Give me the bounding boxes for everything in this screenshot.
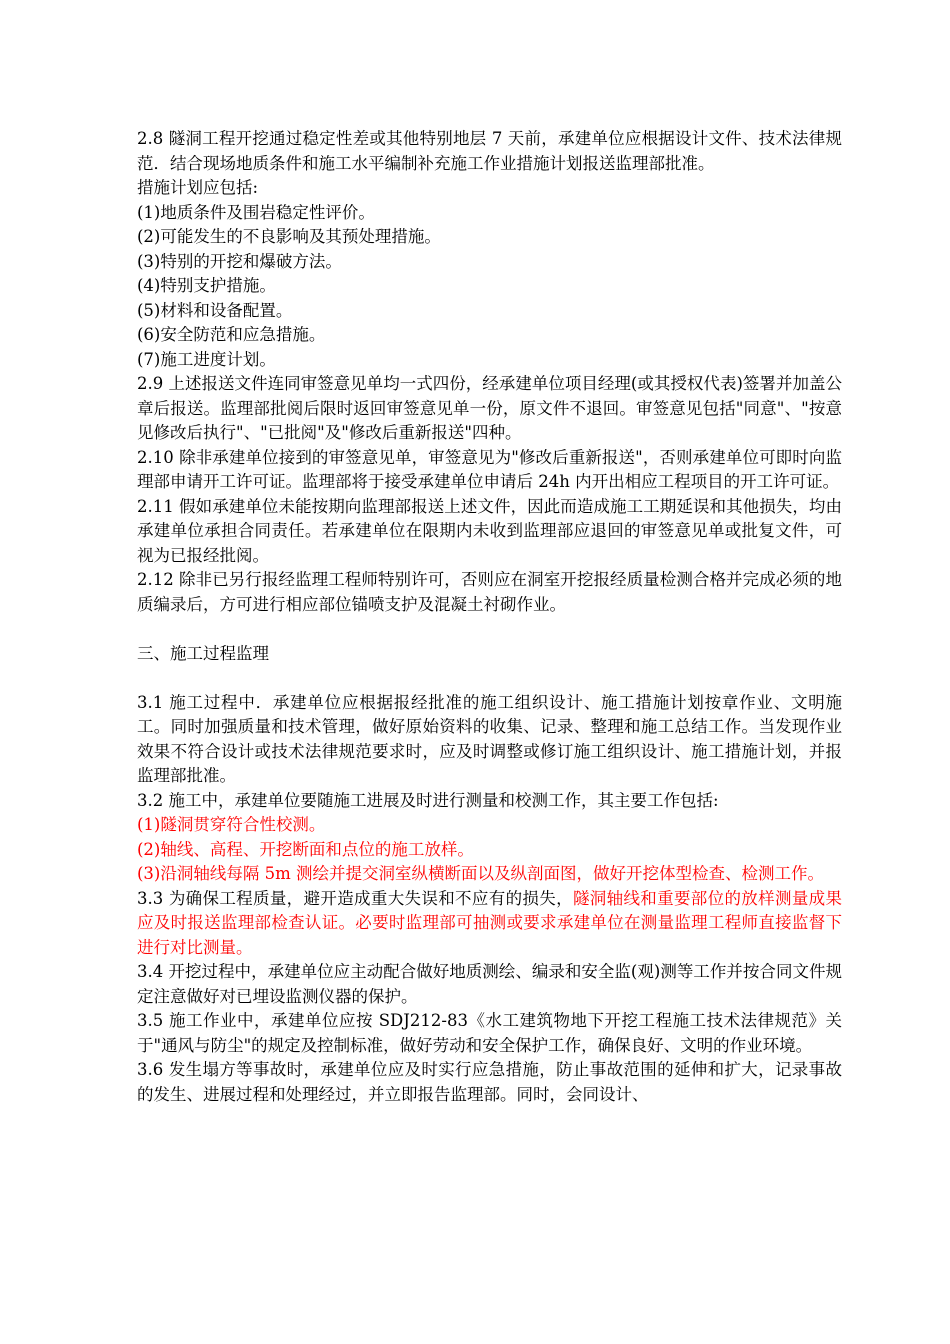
list-item: (5)材料和设备配置。 [137,300,293,320]
list-item: (4)特别支护措施。 [137,276,276,295]
highlighted-list-item: (2)轴线、高程、开挖断面和点位的施工放样。 [137,839,474,859]
spacer [137,617,842,642]
list-item: (3)特别的开挖和爆破方法。 [137,251,342,271]
clause-3-3 [137,887,842,961]
clause-3-3-text: 3.3 为确保工程质量，避开造成重大失误和不应有的损失， [137,888,573,908]
clause-3-5: 3.5 施工作业中，承建单位应按 SDJ212-83《水工建筑物地下开挖工程施工技术法律规范》关于"通风与防尘"的规定及控制标准，做好劳动和安全保护工作，确保良好、文明的作业环境。 [137,1011,842,1055]
clause-2-9: 2.9 上述报送文件连同审签意见单均一式四份，经承建单位项目经理(或其授权代表)签署并加盖公章后报送。监理部批阅后限时返回审签意见单一份，原文件不退回。审签意见包括"同意"、"按意见修改后执行"、"已批阅"及"修改后重新报送"四种。 [137,374,842,442]
list-item: (6)安全防范和应急措施。 [137,325,326,344]
clause-3-3-highlight: 隧洞轴线和重要部位的放样测量成果应及时报送监理部检查认证。必要时监理部可抽测或要求承建单位在测量监理工程师直接监督下进行对比测量。 [137,888,843,957]
list-item: (1)地质条件及围岩稳定性评价。 [137,202,375,222]
section-heading: 三、施工过程监理 [137,643,269,663]
clause-3-2: 3.2 施工中，承建单位要随施工进展及时进行测量和校测工作，其主要工作包括: [137,790,719,810]
measures-intro: 措施计划应包括: [137,178,259,197]
highlighted-list-item: (1)隧洞贯穿符合性校测。 [137,815,326,834]
list-item: (7)施工进度计划。 [137,349,276,369]
clause-2-8: 2.8 隧洞工程开挖通过稳定性差或其他特别地层 7 天前，承建单位应根据设计文件、技术法律规范．结合现场地质条件和施工水平编制补充施工作业措施计划报送监理部批准。 [137,129,842,173]
clause-2-12: 2.12 除非已另行报经监理工程师特别许可，否则应在洞室开挖报经质量检测合格并完成必须的地质编录后，方可进行相应部位锚喷支护及混凝土衬砌作业。 [137,570,842,614]
clause-2-11: 2.11 假如承建单位未能按期向监理部报送上述文件，因此而造成施工工期延误和其他损失，均由承建单位承担合同责任。若承建单位在限期内未收到监理部应退回的审签意见单或批复文件，可视为已报经批阅。 [137,496,842,565]
document-page [137,127,842,1107]
clause-3-6: 3.6 发生塌方等事故时，承建单位应及时实行应急措施，防止事故范围的延伸和扩大，记录事故的发生、进展过程和处理经过，并立即报告监理部。同时，会同设计、 [137,1060,842,1104]
highlighted-list-item: (3)沿洞轴线每隔 5m 测绘并提交洞室纵横断面以及纵剖面图，做好开挖体型检查、检测工作。 [137,864,825,883]
clause-3-1: 3.1 施工过程中．承建单位应根据报经批准的施工组织设计、施工措施计划按章作业、文明施工。同时加强质量和技术管理，做好原始资料的收集、记录、整理和施工总结工作。当发现作业效果不符合设计或技术法律规范要求时，应及时调整或修订施工组织设计、施工措施计划，并报监理部批准。 [137,692,842,785]
spacer [137,666,842,691]
clause-3-4: 3.4 开挖过程中，承建单位应主动配合做好地质测绘、编录和安全监(观)测等工作并按合同文件规定注意做好对已埋设监测仪器的保护。 [137,962,842,1006]
list-item: (2)可能发生的不良影响及其预处理措施。 [137,227,441,246]
clause-2-10: 2.10 除非承建单位接到的审签意见单，审签意见为"修改后重新报送"，否则承建单位可即时向监理部申请开工许可证。监理部将于接受承建单位申请后 24h 内开出相应工程项目的开工许可证。 [137,447,842,491]
